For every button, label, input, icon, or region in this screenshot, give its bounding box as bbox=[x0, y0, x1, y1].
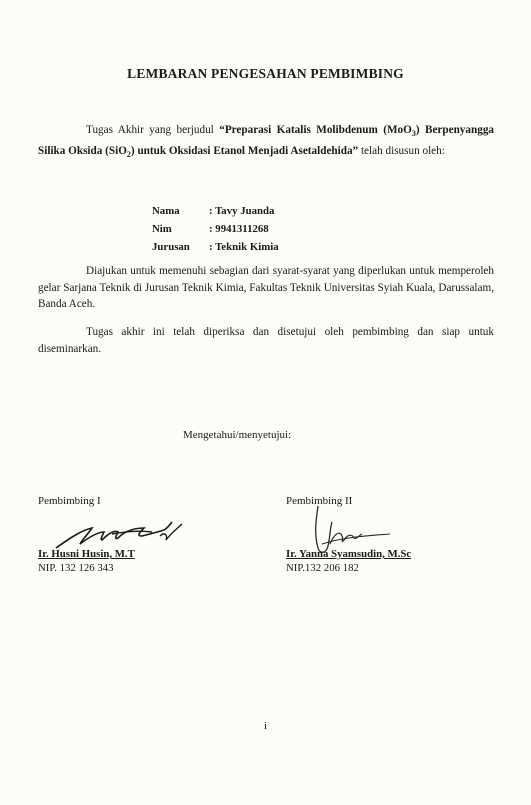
statement-lead: Tugas Akhir yang berjudul bbox=[86, 124, 220, 136]
review-paragraph bbox=[38, 324, 494, 357]
advisor2-label: Pembimbing II bbox=[286, 495, 353, 507]
subscript-2: 2 bbox=[126, 149, 131, 159]
statement-tail: telah disusun oleh: bbox=[358, 144, 445, 157]
major-label: Jurusan bbox=[152, 241, 190, 253]
major-value: : Teknik Kimia bbox=[209, 241, 279, 253]
author-info bbox=[152, 205, 279, 259]
thesis-statement bbox=[38, 122, 494, 163]
nim-value: : 9941311268 bbox=[209, 223, 269, 235]
advisor2-nip: NIP.132 206 182 bbox=[286, 562, 359, 574]
thesis-title-part-c: ) untuk Oksidasi Etanol Menjadi Asetaldehida” bbox=[130, 144, 359, 157]
review-text: Tugas akhir ini telah diperiksa dan disetujui oleh pembimbing dan siap untuk diseminarkan. bbox=[38, 326, 494, 355]
page-title: LEMBARAN PENGESAHAN PEMBIMBING bbox=[127, 66, 404, 81]
purpose-paragraph bbox=[38, 263, 494, 313]
advisor2-name: Ir. Yanna Syamsudin, M.Sc bbox=[286, 548, 412, 560]
author-nim-row bbox=[152, 223, 279, 241]
thesis-title-part-a: “Preparasi Katalis Molibdenum (MoO bbox=[219, 124, 412, 136]
advisor1-nip: NIP. 132 126 343 bbox=[38, 562, 114, 574]
nim-label: Nim bbox=[152, 223, 172, 235]
thesis-title-part-b: ) Berpenyangga Silika Oksida (SiO bbox=[38, 124, 494, 157]
approval-text: Mengetahui/menyetujui: bbox=[183, 429, 292, 441]
subscript-3: 3 bbox=[411, 129, 416, 139]
author-name-row bbox=[152, 205, 279, 223]
page-number: i bbox=[263, 720, 268, 732]
advisor1-name: Ir. Husni Husin, M.T bbox=[38, 548, 135, 560]
author-major-row bbox=[152, 241, 279, 259]
name-value: : Tavy Juanda bbox=[209, 205, 275, 217]
advisor1-label: Pembimbing I bbox=[38, 495, 101, 507]
name-label: Nama bbox=[152, 205, 180, 217]
purpose-text: Diajukan untuk memenuhi sebagian dari syarat-syarat yang diperlukan untuk memperoleh gelar Sarjana Teknik di Jurusan Teknik Kimia, Fakultas Teknik Universitas Syiah Kuala, Darussalam, Banda Aceh. bbox=[38, 265, 494, 310]
